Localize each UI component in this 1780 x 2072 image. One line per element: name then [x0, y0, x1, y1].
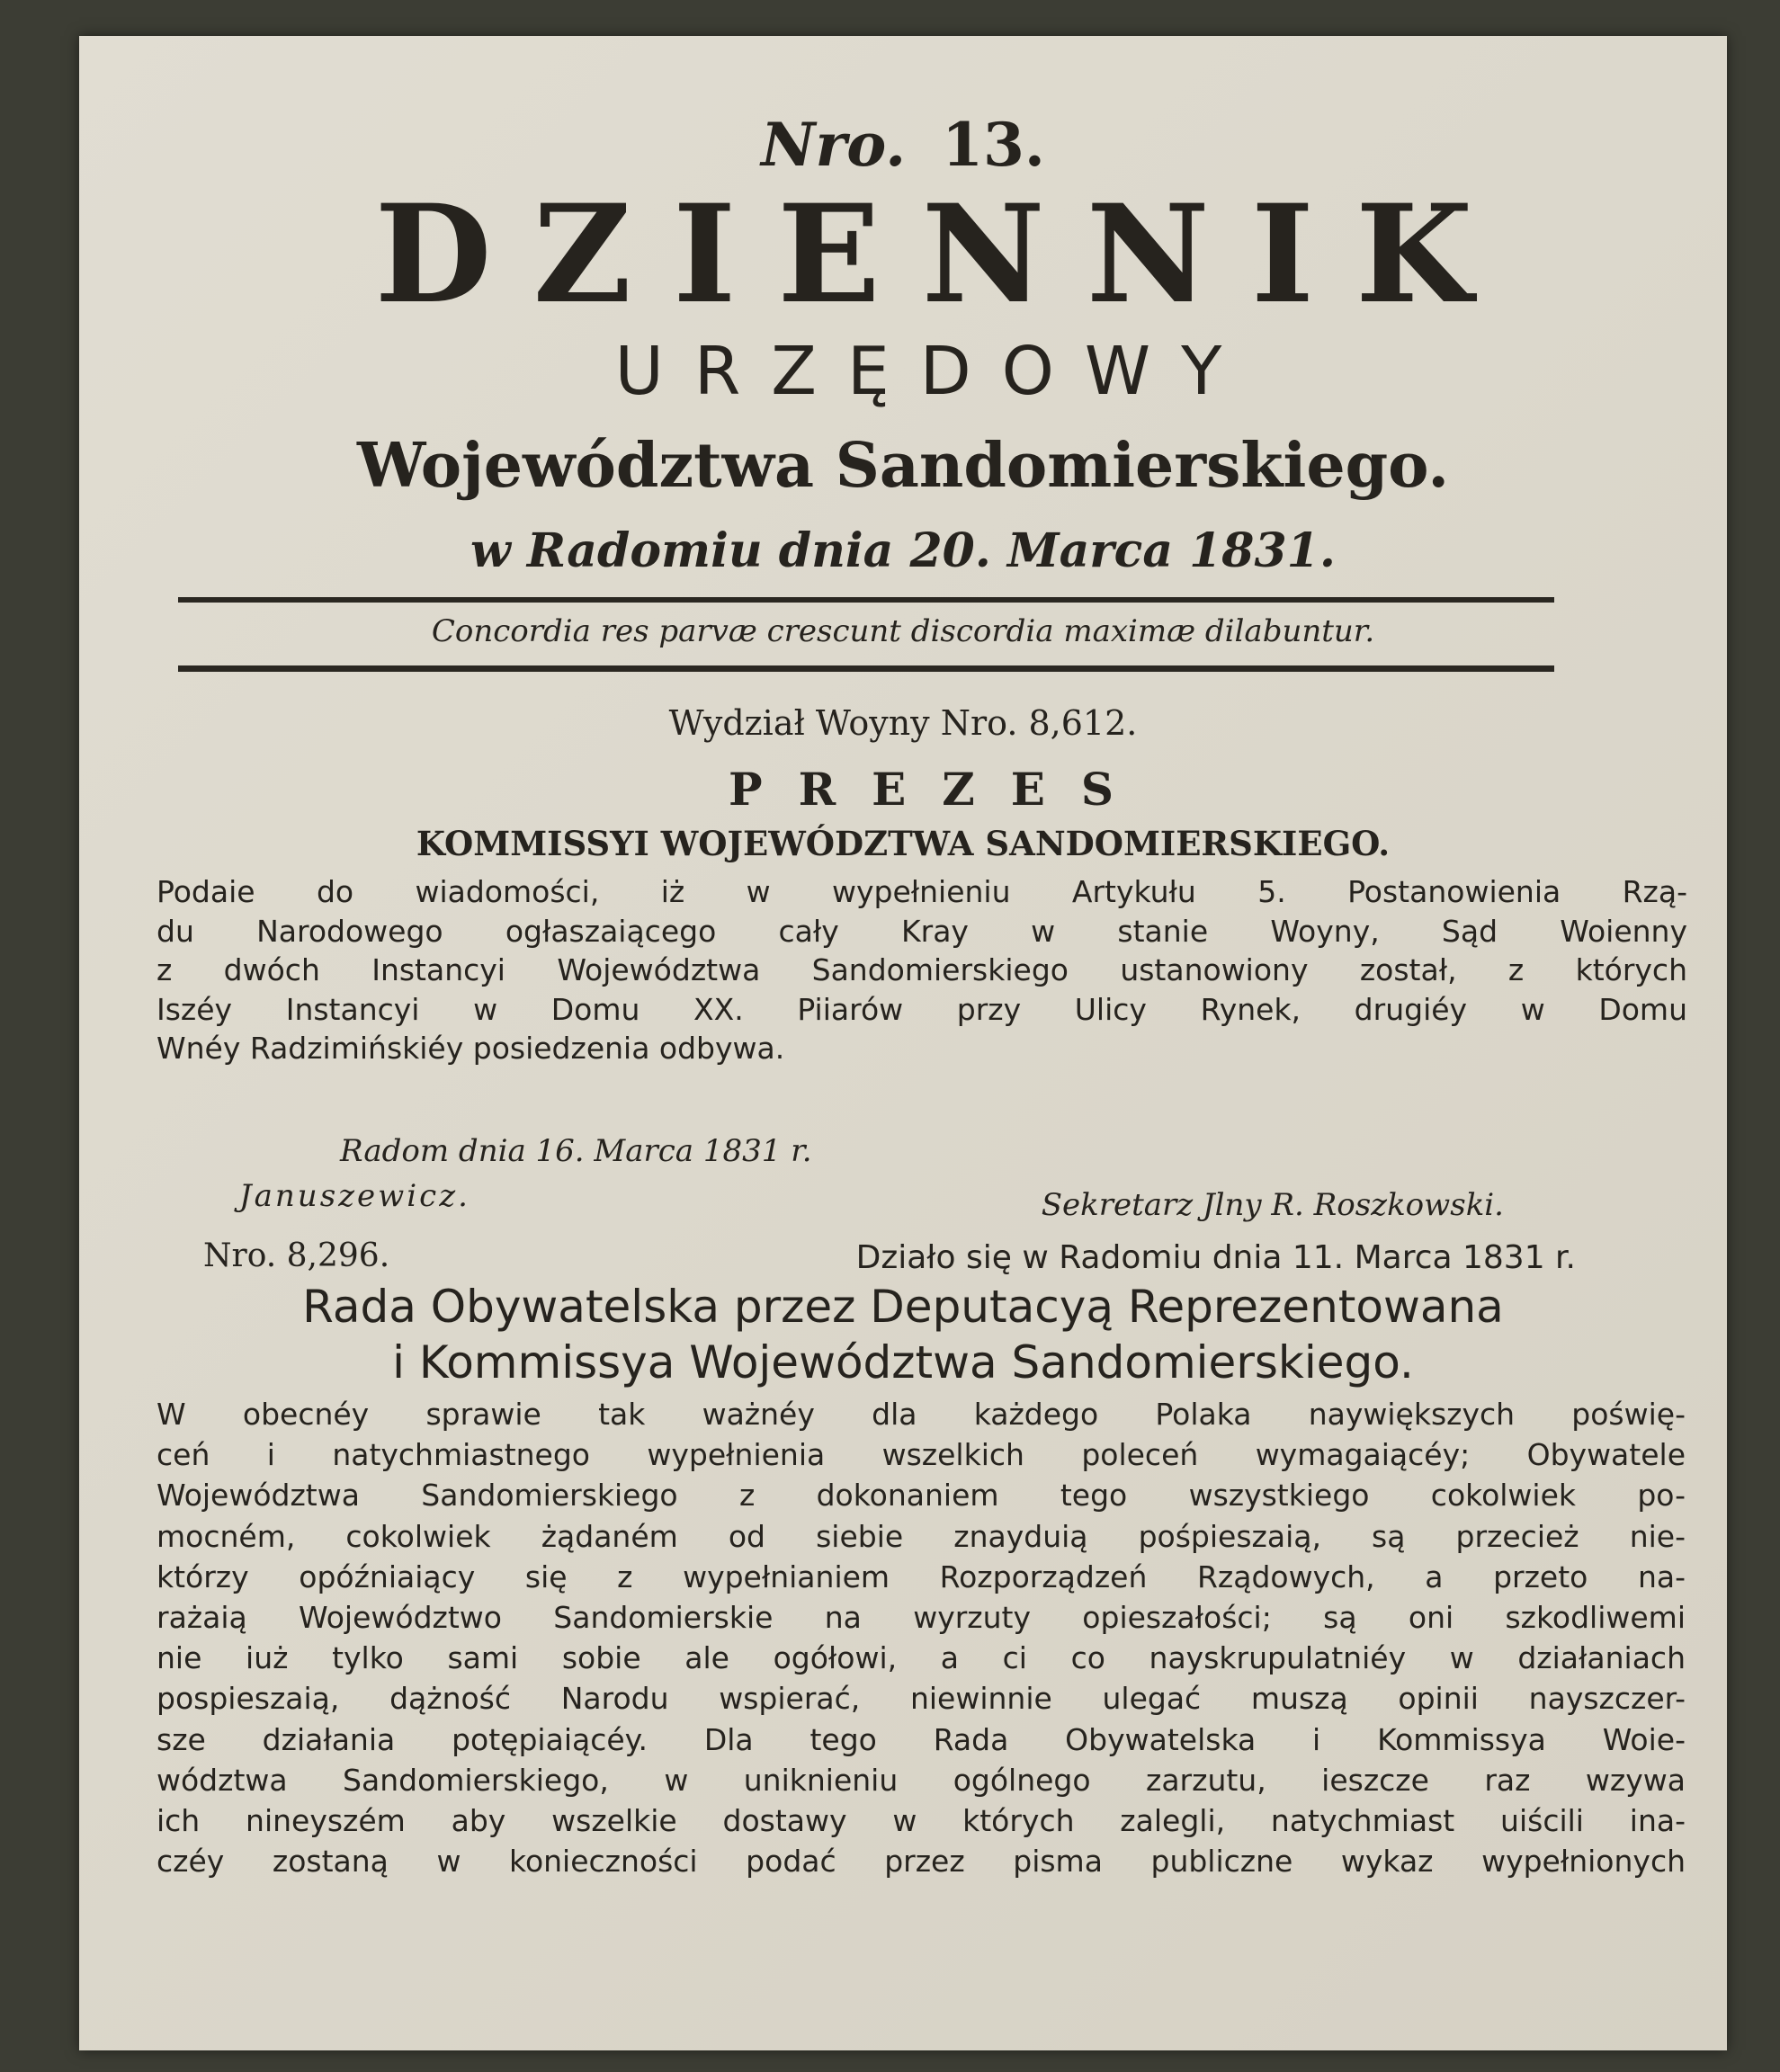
body-line: z dwóch Instancyi Województwa Sandomierskiego ustanowiony został, z których [157, 952, 1687, 988]
body-line: Podaie do wiadomości, iż w wypełnieniu Artykułu 5. Postanowienia Rzą- [157, 874, 1687, 909]
notice2-heading-line2: i Kommissya Województwa Sandomierskiego. [392, 1336, 1414, 1389]
body-line: Iszéy Instancyi w Domu XX. Piiarów przy Ulicy Rynek, drugiéy w Domu [157, 991, 1687, 1027]
motto: Concordia res parvæ crescunt discordia maximæ dilabuntur. [431, 613, 1375, 649]
top-rule [178, 597, 1554, 603]
body-line: czéy zostaną w konieczności podać przez pisma publiczne wykaz wypełnionych [157, 1844, 1686, 1880]
notice2-date: Działo się w Radomiu dnia 11. Marca 1831 r. [855, 1239, 1576, 1276]
signature-right: Sekretarz Jlny R. Roszkowski. [1041, 1187, 1504, 1223]
issue-value: 13. [942, 110, 1045, 180]
issue-number [79, 110, 1727, 180]
body-line: Wnéy Radzimińskiéy posiedzenia odbywa. [157, 1031, 785, 1067]
body-line: sze działania potępiaiącéy. Dla tego Rada Obywatelska i Kommissya Woie- [157, 1721, 1686, 1757]
newspaper-subtitle: URZĘDOWY [614, 333, 1253, 410]
notice2-heading-line1: Rada Obywatelska przez Deputacyą Reprezentowana [302, 1281, 1504, 1333]
body-line: W obecnéy sprawie tak ważnéy dla każdego Polaka naywiększych poświę- [157, 1397, 1686, 1432]
notice1-subheading: KOMMISSYI WOJEWÓDZTWA SANDOMIERSKIEGO. [416, 824, 1391, 863]
newspaper-title: DZIENNIK [374, 175, 1515, 334]
department-line: Wydział Woyny Nro. 8,612. [668, 703, 1138, 743]
newspaper-page [79, 36, 1727, 2050]
issue-label: Nro. [761, 110, 907, 180]
body-line: rażaią Województwo Sandomierskie na wyrzuty opieszałości; są oni szkodliwemi [157, 1600, 1686, 1636]
body-line: wództwa Sandomierskiego, w uniknieniu ogólnego zarzutu, ieszcze raz wzywa [157, 1762, 1686, 1798]
notice1-heading: PREZES [729, 763, 1149, 816]
body-line: ceń i natychmiastnego wypełnienia wszelkich poleceń wymagaiącéy; Obywatele [157, 1437, 1686, 1473]
body-line: du Narodowego ogłaszaiącego cały Kray w stanie Woyny, Sąd Woienny [157, 913, 1687, 949]
notice1-place-date: Radom dnia 16. Marca 1831 r. [340, 1133, 812, 1169]
body-line: nie iuż tylko sami sobie ale ogółowi, a ci co nayskrupulatniéy w działaniach [157, 1640, 1686, 1676]
body-line: Województwa Sandomierskiego z dokonaniem tego wszystkiego cokolwiek po- [157, 1478, 1686, 1514]
body-line: ich nineyszém aby wszelkie dostawy w których zalegli, natychmiast uiścili ina- [157, 1803, 1686, 1839]
notice2-number: Nro. 8,296. [203, 1237, 390, 1274]
notice1-body [157, 872, 1687, 1068]
body-line: pospieszaią, dążność Narodu wspierać, niewinnie ulegać muszą opinii nayszczer- [157, 1681, 1686, 1717]
signature-left: Januszewicz. [239, 1178, 470, 1214]
notice2-body [157, 1394, 1686, 1881]
bottom-rule [178, 665, 1554, 672]
body-line: mocném, cokolwiek żądaném od siebie znayduią pośpieszaią, są przecież nie- [157, 1518, 1686, 1554]
region-line: Województwa Sandomierskiego. [356, 430, 1450, 502]
dateline: w Radomiu dnia 20. Marca 1831. [470, 523, 1336, 578]
body-line: którzy opóźniaiący się z wypełnianiem Rozporządzeń Rządowych, a przeto na- [157, 1558, 1686, 1594]
